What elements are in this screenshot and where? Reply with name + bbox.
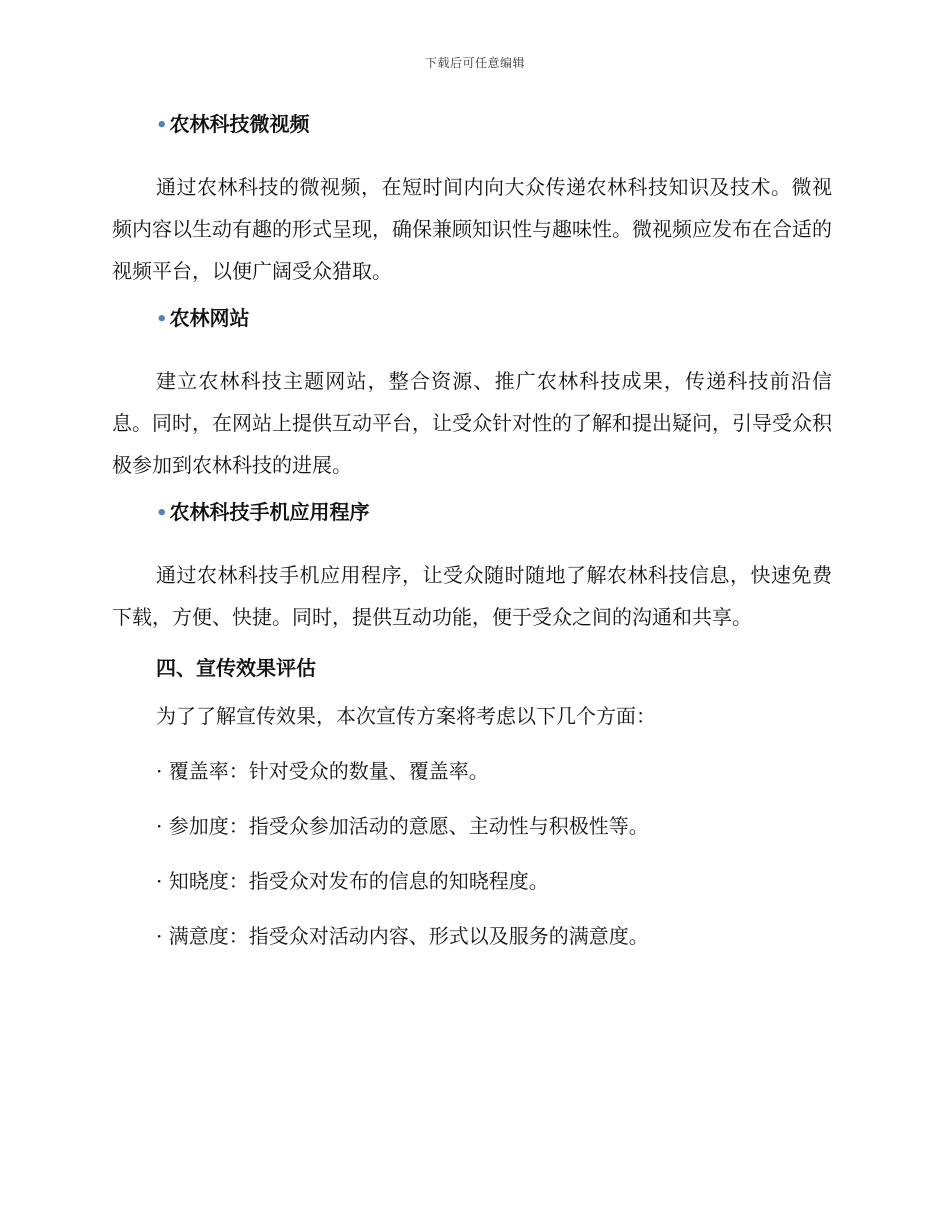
evaluation-item-coverage: · 覆盖率：针对受众的数量、覆盖率。 (156, 759, 489, 783)
heading-website (156, 304, 832, 334)
paragraph-micro-video: 通过农林科技的微视频，在短时间内向大众传递农林科技知识及技术。微视频内容以生动有趣的形式呈现，确保兼顾知识性与趣味性。微视频应发布在合适的视频平台，以便广阔受众猎取。 (112, 175, 832, 283)
bullet-icon: • (156, 309, 168, 330)
section-title-evaluation: 四、宣传效果评估 (156, 656, 316, 680)
heading-text: 农林网站 (169, 306, 250, 330)
document-body (112, 110, 832, 977)
heading-micro-video (156, 110, 832, 140)
page-header: 下载后可任意编辑 (424, 56, 525, 70)
bullet-icon: • (156, 115, 168, 136)
heading-text: 农林科技微视频 (169, 112, 310, 136)
evaluation-item-participation: · 参加度：指受众参加活动的意愿、主动性与积极性等。 (156, 814, 649, 838)
paragraph-website: 建立农林科技主题网站，整合资源、推广农林科技成果，传递科技前沿信息。同时，在网站上提供互动平台，让受众针对性的了解和提出疑问，引导受众积极参加到农林科技的进展。 (112, 369, 832, 477)
heading-mobile-app (156, 498, 832, 528)
evaluation-intro: 为了了解宣传效果，本次宣传方案将考虑以下几个方面： (156, 704, 656, 728)
bullet-icon: • (156, 503, 168, 524)
paragraph-mobile-app: 通过农林科技手机应用程序，让受众随时随地了解农林科技信息，快速免费下载，方便、快捷。同时，提供互动功能，便于受众之间的沟通和共享。 (112, 563, 832, 629)
evaluation-item-satisfaction: · 满意度：指受众对活动内容、形式以及服务的满意度。 (156, 924, 649, 948)
heading-text: 农林科技手机应用程序 (169, 500, 370, 524)
evaluation-item-awareness: · 知晓度：指受众对发布的信息的知晓程度。 (156, 869, 549, 893)
